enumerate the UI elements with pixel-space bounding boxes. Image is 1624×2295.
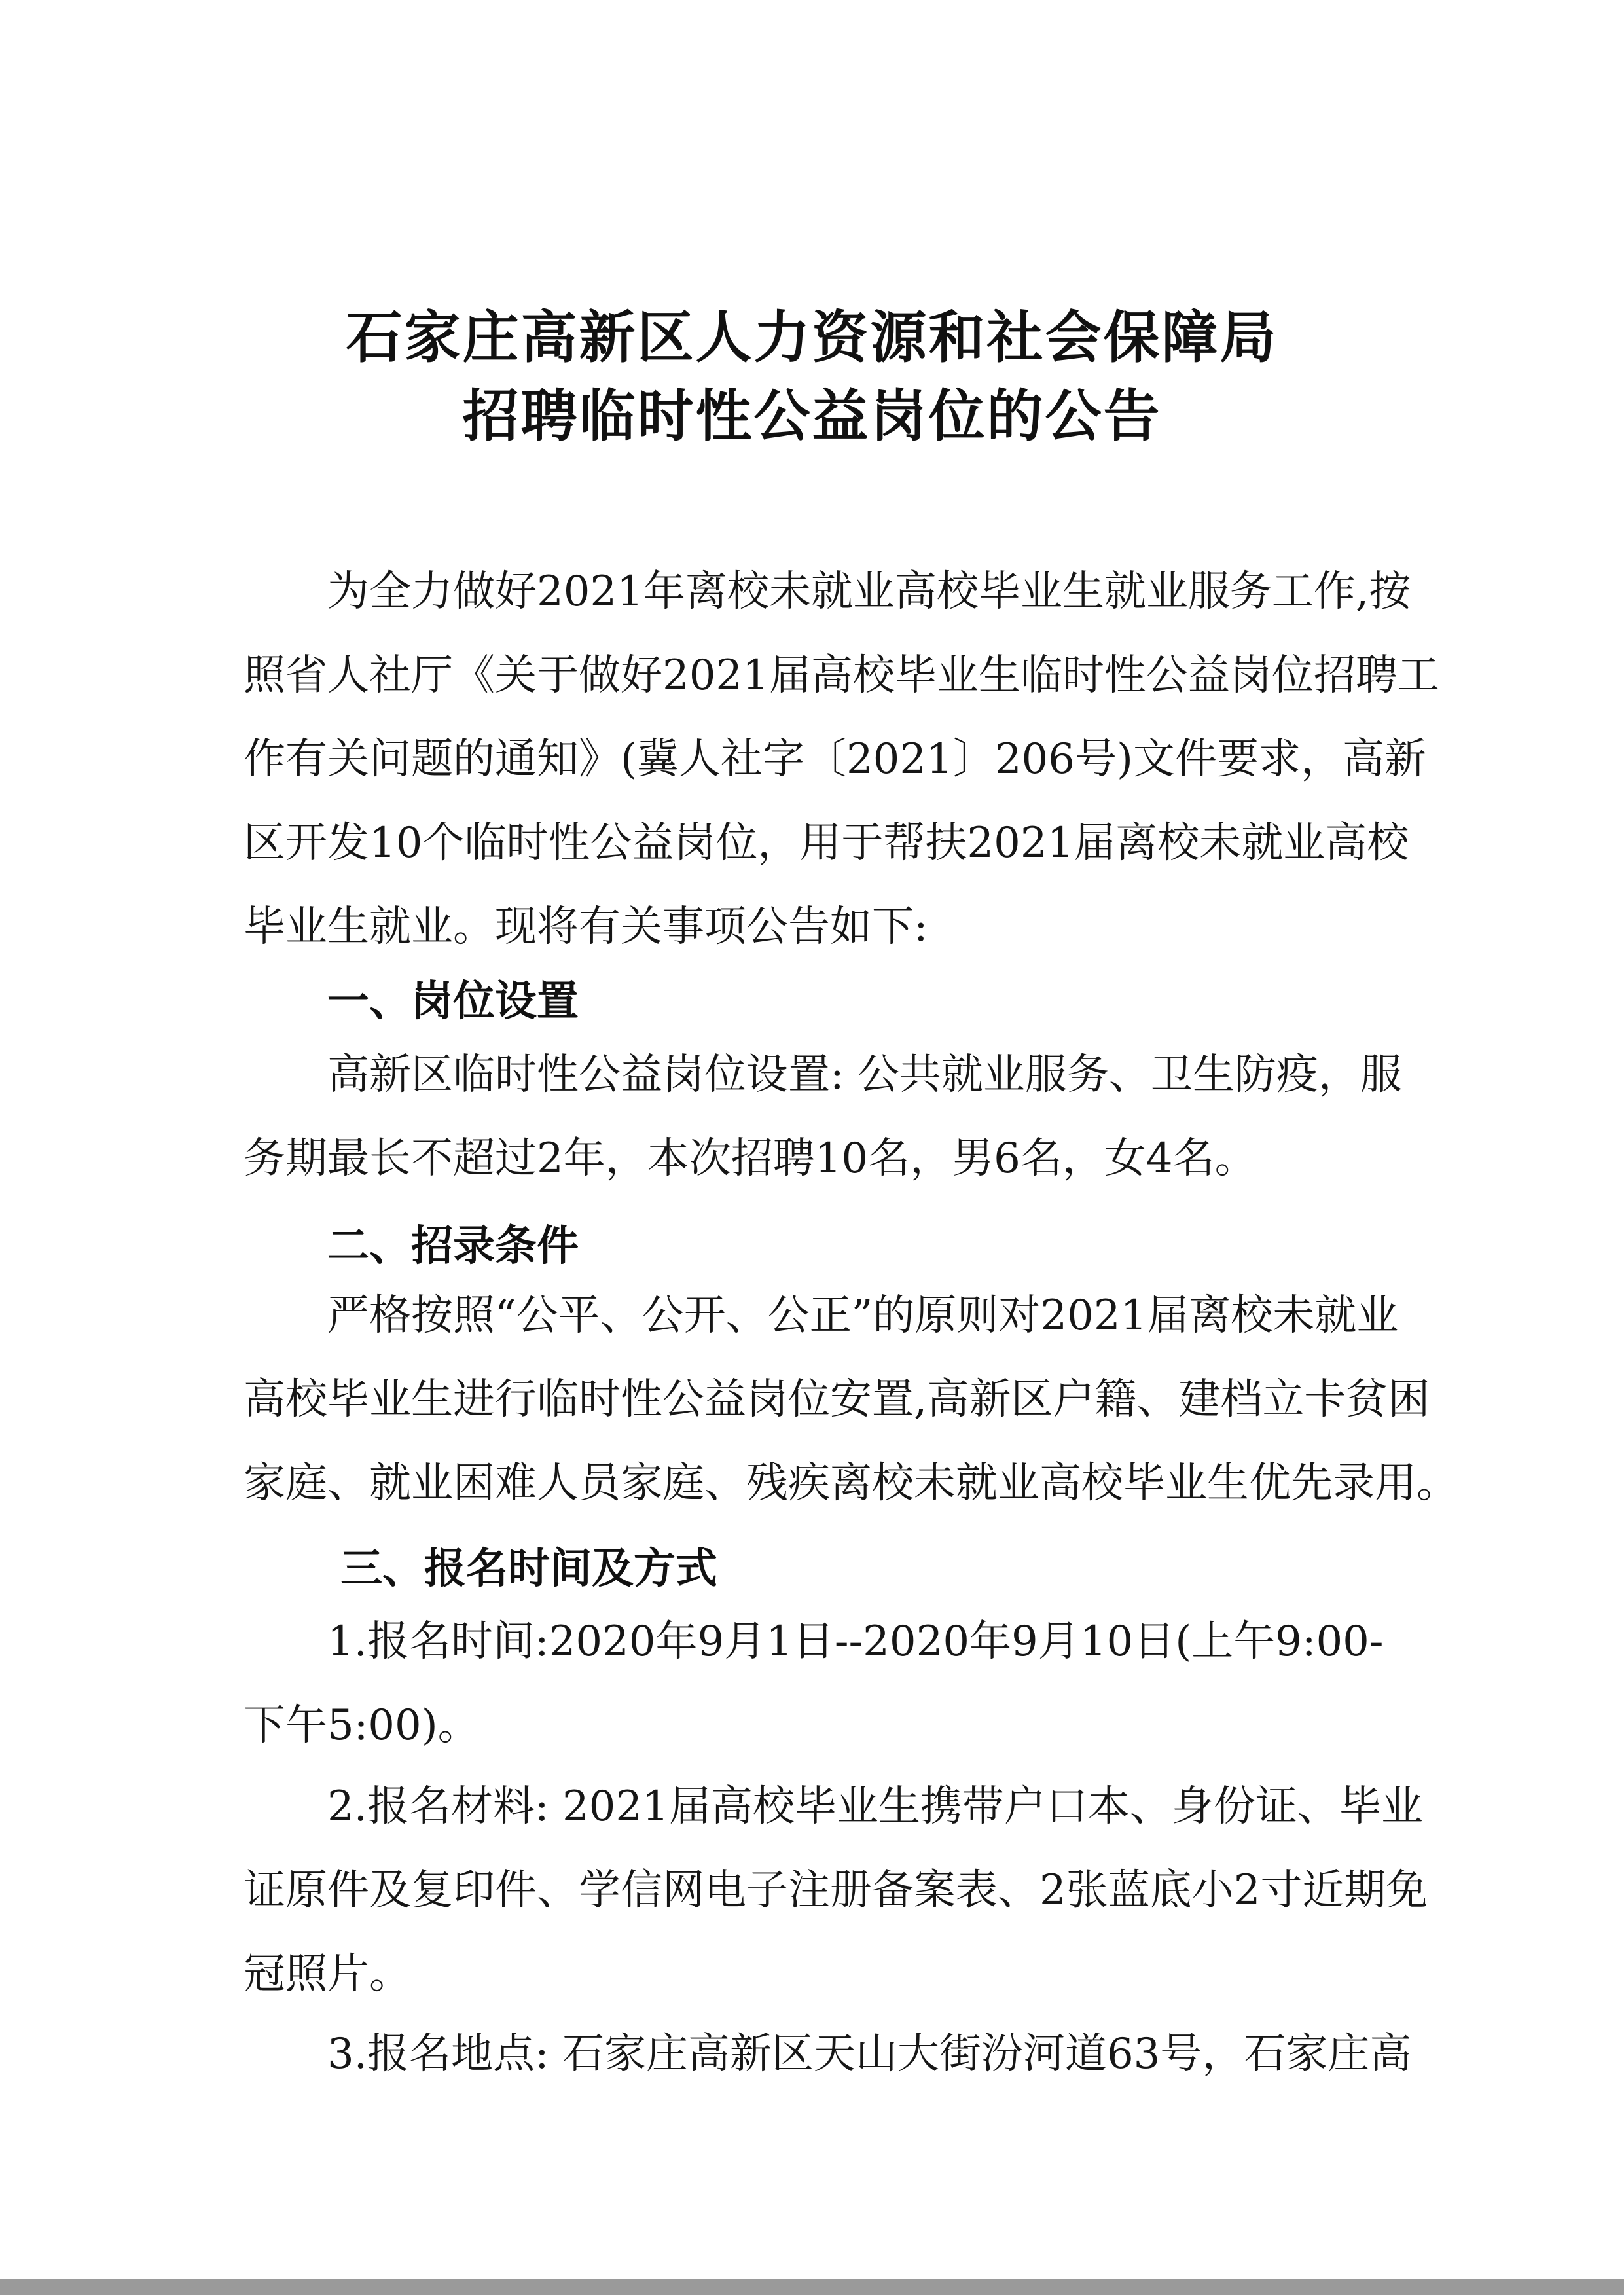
section-3-item-2 (244, 1765, 1481, 2016)
section-3-item-1-line: 1.报名时间:2020年9月1日--2020年9月10日(上午9:00- (244, 1617, 1384, 1666)
intro-paragraph (244, 550, 1481, 969)
section-3-item-1-line: 下午5:00)。 (244, 1701, 480, 1750)
intro-line: 区开发10个临时性公益岗位，用于帮扶2021届离校未就业高校 (244, 819, 1409, 867)
section-1-heading: 一、岗位设置 (327, 977, 579, 1026)
scan-bottom-edge (0, 2279, 1624, 2295)
section-1-line: 高新区临时性公益岗位设置: 公共就业服务、卫生防疫，服 (244, 1051, 1402, 1099)
section-1-line: 务期最长不超过2年，本次招聘10名，男6名，女4名。 (244, 1134, 1257, 1183)
section-3-item-2-line: 冠照片。 (244, 1950, 411, 1998)
section-1-paragraph (244, 1033, 1481, 1201)
intro-line: 作有关问题的通知》(冀人社字〔2021〕206号)文件要求，高新 (244, 735, 1426, 784)
section-3-item-2-line: 证原件及复印件、学信网电子注册备案表、2张蓝底小2寸近期免 (244, 1866, 1428, 1915)
section-2-line: 严格按照“公平、公开、公正”的原则对2021届离校未就业 (244, 1292, 1399, 1340)
intro-line: 照省人社厅《关于做好2021届高校毕业生临时性公益岗位招聘工 (244, 651, 1439, 700)
section-3-item-2-line: 2.报名材料: 2021届高校毕业生携带户口本、身份证、毕业 (244, 1782, 1423, 1831)
intro-line: 毕业生就业。现将有关事项公告如下: (244, 903, 928, 951)
section-3-item-1 (244, 1600, 1481, 1767)
section-2-paragraph (244, 1274, 1481, 1525)
section-2-heading: 二、招录条件 (327, 1222, 579, 1271)
document-title-line-1: 石家庄高新区人力资源和社会保障局 (346, 305, 1278, 370)
section-2-line: 家庭、就业困难人员家庭、残疾离校未就业高校毕业生优先录用。 (244, 1459, 1458, 1508)
section-2-line: 高校毕业生进行临时性公益岗位安置,高新区户籍、建档立卡贫困 (244, 1375, 1430, 1424)
section-3-heading: 三、报名时间及方式 (340, 1545, 717, 1593)
section-3-item-3-line: 3.报名地点: 石家庄高新区天山大街汾河道63号，石家庄高 (244, 2030, 1412, 2078)
section-3-item-3 (244, 2012, 1481, 2096)
intro-line: 为全力做好2021年离校未就业高校毕业生就业服务工作,按 (244, 568, 1411, 616)
document-title-line-2: 招聘临时性公益岗位的公告 (462, 384, 1162, 449)
